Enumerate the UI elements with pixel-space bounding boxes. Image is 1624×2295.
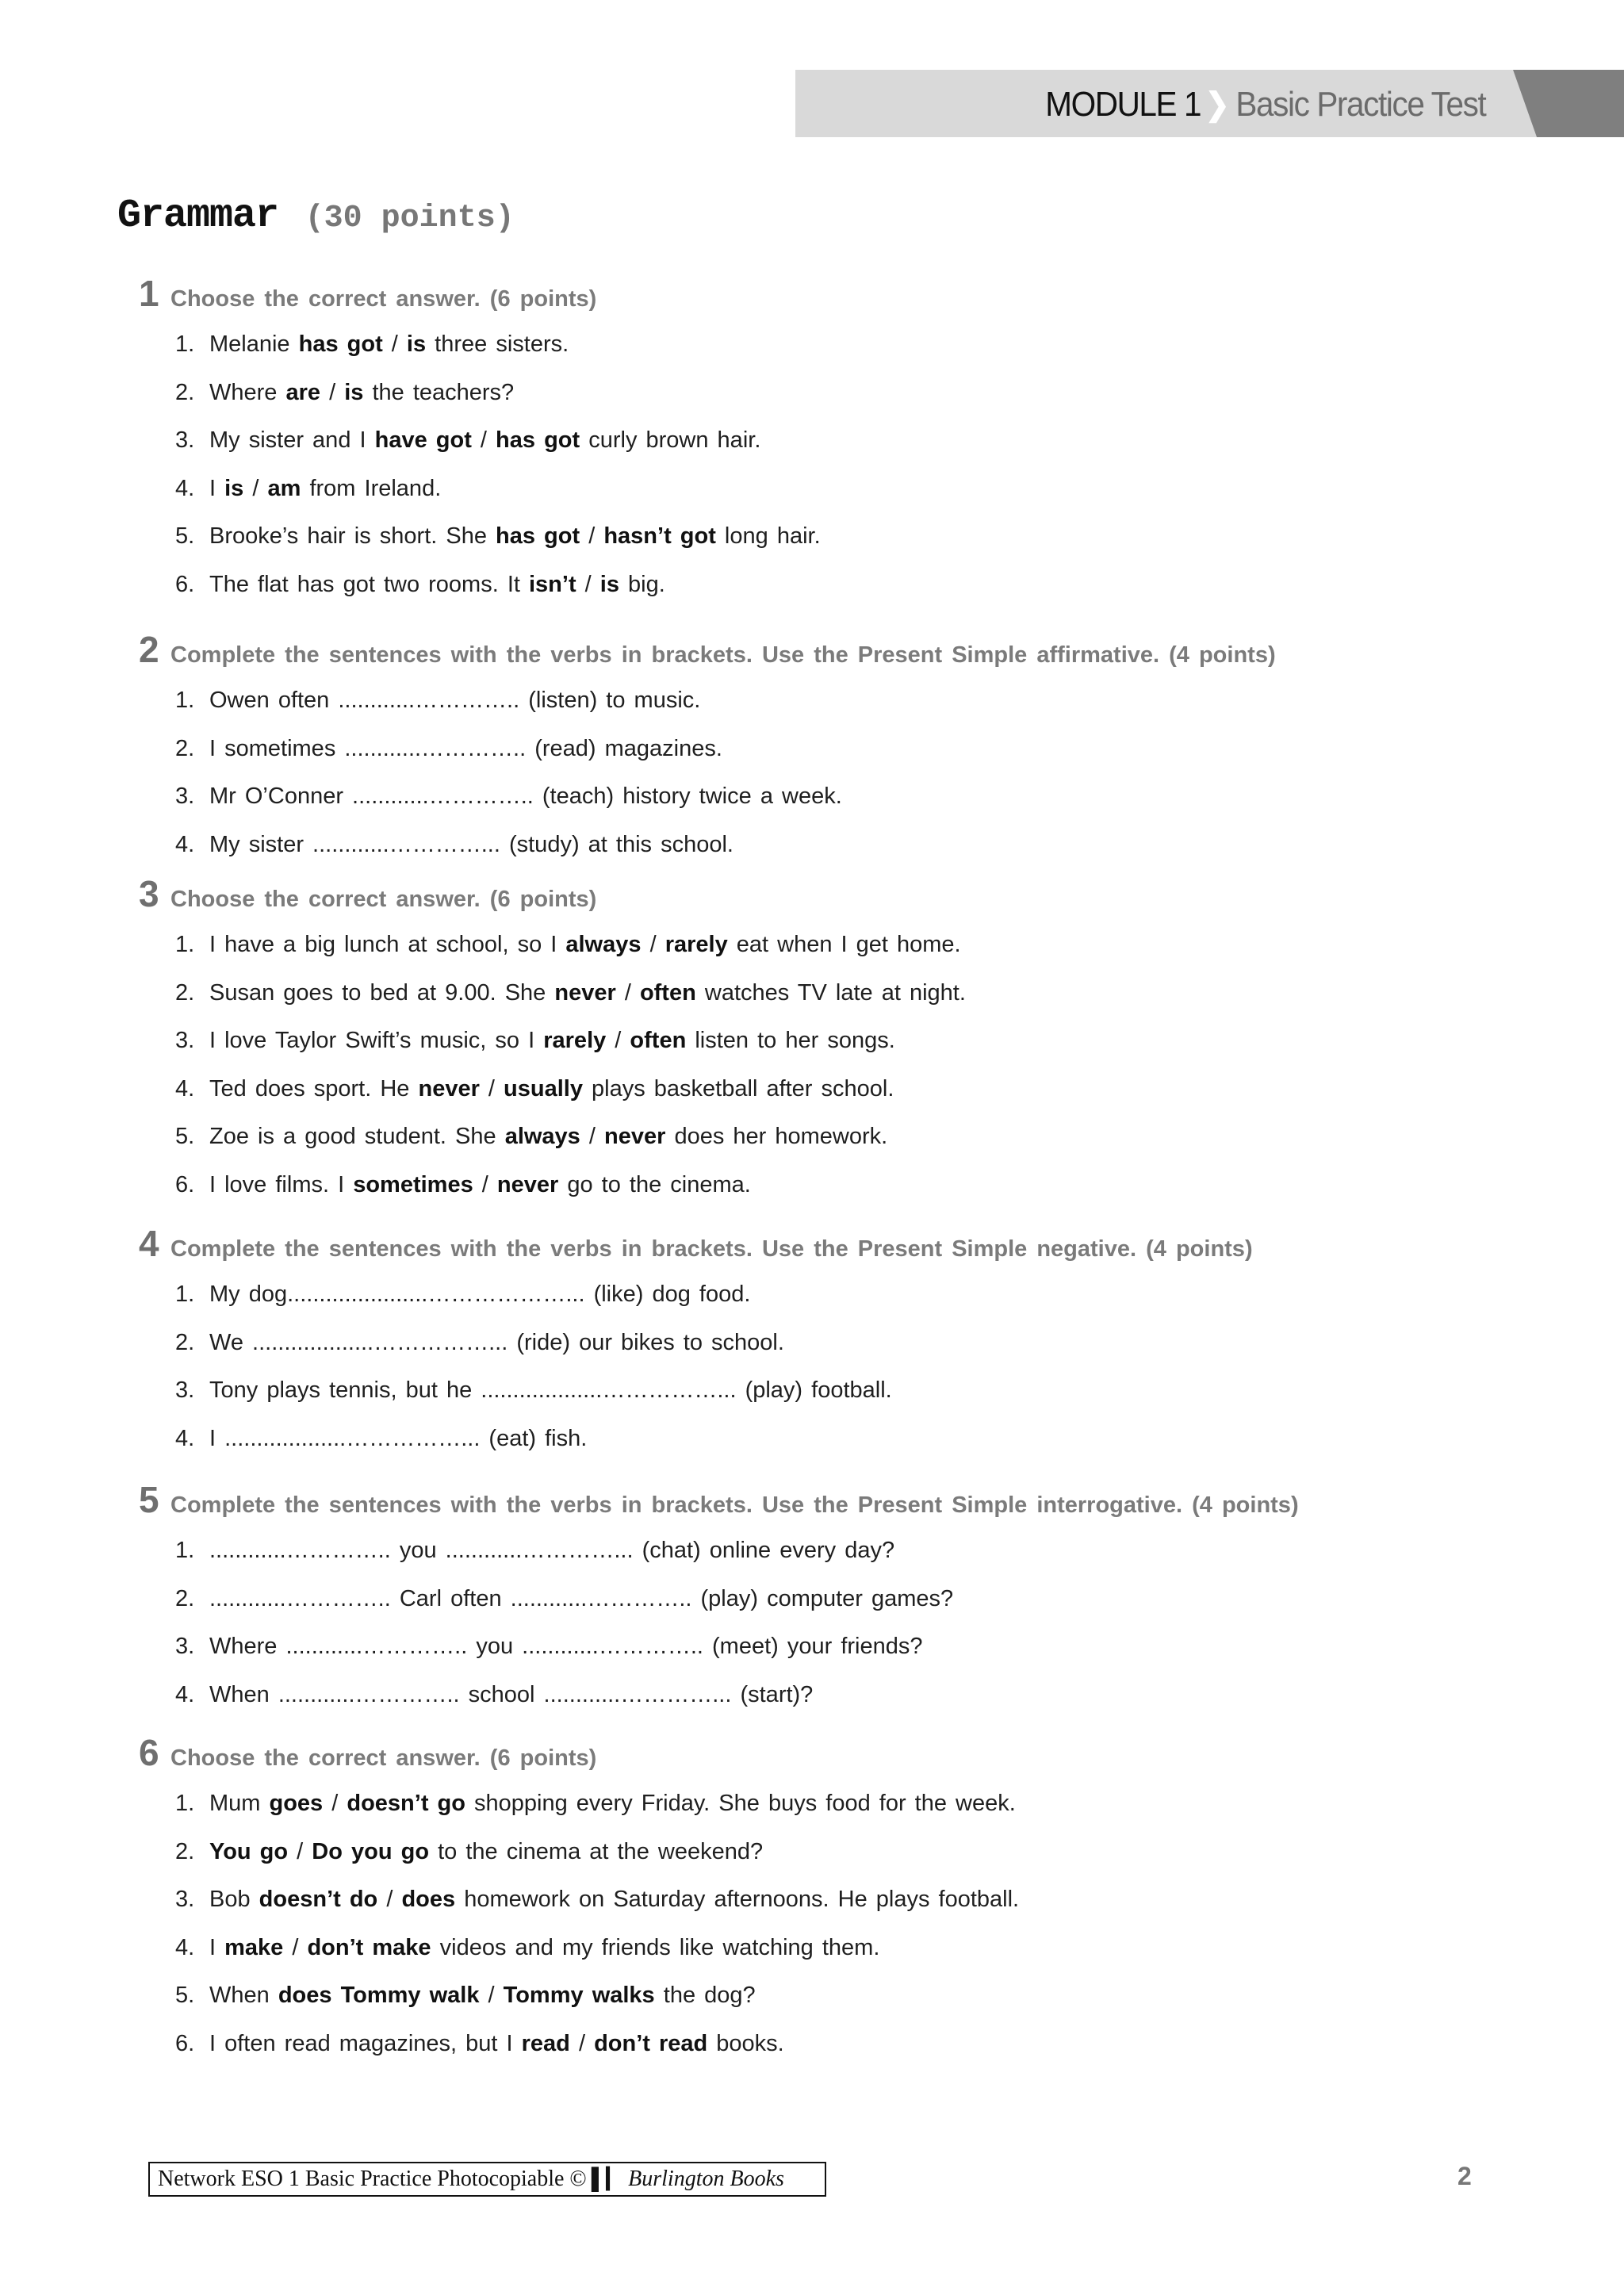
exercise-instruction: Complete the sentences with the verbs in brackets. Use the Present Simple negative. (4 points) [170,1236,1253,1262]
item-text: When does Tommy walk / Tommy walks the dog? [209,1983,756,2008]
burlington-logo-icon: ▌▎ [591,2167,622,2190]
item-text: Susan goes to bed at 9.00. She never / often watches TV late at night. [209,979,966,1006]
item-number: 2. [175,735,195,761]
exercise-item [175,427,760,454]
item-text: I have a big lunch at school, so I always / rarely eat when I get home. [209,932,961,957]
exercise-item [175,1377,892,1404]
item-text: ............………….. you ............…………... (chat) online every day? [209,1538,895,1563]
item-number: 2. [175,379,195,405]
exercise-item [175,1172,751,1198]
exercise-item [175,1887,1019,1913]
item-number: 4. [175,1425,195,1451]
item-number: 3. [175,784,195,809]
item-text: We ...................……………... (ride) our bikes to school. [209,1329,784,1355]
exercise-item [175,1634,922,1660]
item-text: Where ............………….. you ............………….. (meet) your friends? [209,1634,923,1659]
item-text: Ted does sport. He never / usually plays basketball after school. [209,1075,894,1102]
item-text: The flat has got two rooms. It isn’t / is big. [209,571,665,597]
item-number: 1. [175,932,195,957]
item-text: Tony plays tennis, but he ...................……………... (play) football. [209,1377,892,1403]
item-text: I often read magazines, but I read / don’t read books. [209,2030,784,2056]
footer-copyright [148,2162,826,2197]
item-text: I make / don’t make videos and my friends like watching them. [209,1934,880,1960]
section-title [117,193,515,239]
item-text: Mum goes / doesn’t go shopping every Friday. She buys food for the week. [209,1791,1016,1816]
exercise-item [175,2031,784,2057]
item-number: 2. [175,1329,195,1355]
exercise-item [175,1076,894,1102]
exercise-heading [139,628,1276,671]
exercise-item [175,832,733,858]
section-points: (30 points) [304,201,515,236]
chevron-right-icon: ❯ [1205,87,1228,122]
item-text: Owen often ............………….. (listen) to music. [209,688,701,713]
exercise-instruction: Choose the correct answer. (6 points) [170,286,597,312]
item-number: 4. [175,1075,195,1102]
item-number: 6. [175,571,195,597]
item-number: 4. [175,831,195,857]
exercise-item [175,1839,763,1865]
exercise-instruction: Complete the sentences with the verbs in brackets. Use the Present Simple affirmative. (4 points) [170,642,1276,668]
item-number: 1. [175,1791,195,1816]
item-number: 6. [175,1171,195,1197]
exercise-item [175,1330,784,1356]
item-number: 3. [175,1634,195,1659]
item-text: I sometimes ............………….. (read) magazines. [209,735,722,761]
exercise-item [175,1124,887,1150]
item-text: You go / Do you go to the cinema at the weekend? [209,1838,764,1864]
item-number: 1. [175,688,195,713]
exercise-item [175,331,569,358]
exercise-heading [139,872,596,915]
page-number: 2 [1457,2162,1472,2190]
exercise-item [175,1983,756,2009]
item-text: My dog......................………………... (like) dog food. [209,1282,751,1307]
exercise-number: 1 [139,273,159,314]
item-number: 5. [175,523,195,549]
header-title [1045,79,1485,130]
section-name: Grammar [117,193,279,239]
exercise-instruction: Choose the correct answer. (6 points) [170,1745,597,1771]
item-text: ............………….. Carl often ............………….. (play) computer games? [209,1585,954,1611]
item-number: 3. [175,1377,195,1403]
exercise-instruction: Choose the correct answer. (6 points) [170,887,597,912]
exercise-item [175,1538,894,1564]
exercise-heading [139,1731,596,1774]
exercise-item [175,1282,750,1308]
item-text: I love Taylor Swift’s music, so I rarely / often listen to her songs. [209,1028,895,1053]
item-number: 1. [175,331,195,357]
item-number: 3. [175,427,195,453]
exercise-item [175,572,665,598]
exercise-number: 6 [139,1732,159,1773]
test-label: Basic Practice Test [1235,85,1485,124]
exercise-heading [139,1478,1299,1521]
item-number: 5. [175,1124,195,1149]
item-number: 4. [175,1934,195,1960]
exercise-heading [139,272,596,315]
item-text: Brooke’s hair is short. She has got / hasn’t got long hair. [209,523,821,549]
exercise-instruction: Complete the sentences with the verbs in brackets. Use the Present Simple interrogative. (4 points) [170,1492,1299,1518]
exercise-item [175,784,842,810]
exercise-item [175,476,441,502]
item-number: 1. [175,1282,195,1307]
exercise-item [175,523,821,550]
item-text: When ............………….. school ............…………... (start)? [209,1681,814,1707]
item-number: 5. [175,1983,195,2008]
item-number: 2. [175,1838,195,1864]
item-number: 2. [175,1585,195,1611]
exercise-number: 4 [139,1223,159,1264]
item-number: 4. [175,1681,195,1707]
footer-text: Network ESO 1 Basic Practice Photocopiable © [158,2167,587,2191]
exercise-number: 3 [139,873,159,914]
item-text: Mr O’Conner ............………….. (teach) history twice a week. [209,784,842,809]
exercise-item [175,932,961,958]
item-number: 6. [175,2030,195,2056]
exercise-item [175,1028,895,1054]
item-text: I is / am from Ireland. [209,475,442,501]
item-number: 3. [175,1887,195,1912]
exercise-number: 5 [139,1479,159,1520]
exercise-item [175,1586,953,1612]
exercise-item [175,1682,813,1708]
exercise-item [175,1791,1016,1817]
module-label: MODULE 1 [1044,85,1201,124]
item-number: 4. [175,475,195,501]
exercise-item [175,980,966,1006]
footer-brand: Burlington Books [628,2167,784,2191]
item-text: My sister and I have got / has got curly brown hair. [209,427,761,453]
item-number: 3. [175,1028,195,1053]
exercise-item [175,688,700,714]
exercise-item [175,380,514,406]
item-text: My sister ............…………... (study) at this school. [209,831,733,857]
item-text: Melanie has got / is three sisters. [209,331,569,357]
exercise-item [175,1935,879,1961]
item-text: I ...................……………... (eat) fish. [209,1425,588,1451]
item-number: 1. [175,1538,195,1563]
exercise-number: 2 [139,629,159,670]
item-text: Bob doesn’t do / does homework on Saturday afternoons. He plays football. [209,1887,1020,1912]
exercise-item [175,736,722,762]
item-number: 2. [175,979,195,1006]
item-text: Zoe is a good student. She always / never does her homework. [209,1124,888,1149]
item-text: Where are / is the teachers? [209,379,515,405]
exercise-heading [139,1222,1253,1265]
item-text: I love films. I sometimes / never go to the cinema. [209,1171,751,1197]
exercise-item [175,1426,587,1452]
